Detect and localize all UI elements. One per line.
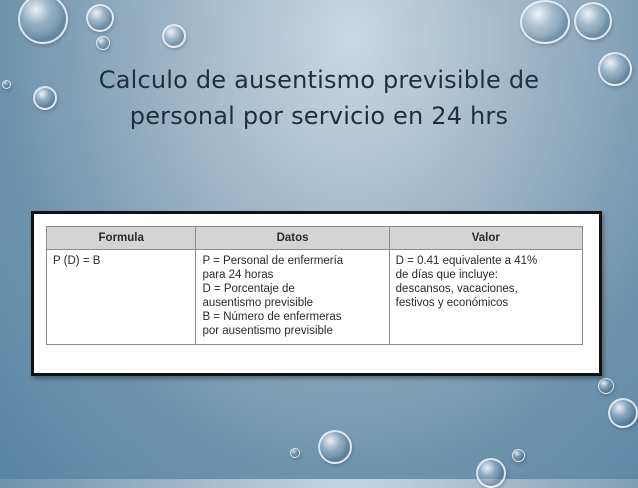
valor-line: descansos, vacaciones, — [395, 283, 518, 295]
datos-line: ausentismo previsible — [202, 297, 314, 309]
datos-cell — [196, 250, 389, 345]
column-header-valor: Valor — [389, 227, 582, 250]
formula-text: P (D) = B — [53, 255, 101, 267]
datos-line: B = Número de enfermeras — [202, 311, 342, 323]
datos-line: P = Personal de enfermería — [202, 255, 344, 267]
water-droplet-icon — [574, 2, 612, 40]
water-droplet-icon — [2, 80, 11, 89]
table-header-row — [47, 227, 583, 250]
valor-line: de días que incluye: — [395, 269, 498, 281]
water-droplet-icon — [96, 36, 110, 50]
slide-title-line-2: personal por servicio en 24 hrs — [129, 102, 509, 130]
table-row — [47, 250, 583, 345]
water-droplet-icon — [512, 449, 525, 462]
datos-line: por ausentismo previsible — [202, 325, 333, 337]
water-droplet-icon — [18, 0, 68, 44]
formula-table-frame — [31, 211, 602, 376]
water-droplet-icon — [476, 458, 506, 488]
water-droplet-icon — [33, 86, 57, 110]
water-droplet-icon — [162, 24, 186, 48]
datos-line: para 24 horas — [202, 269, 274, 281]
slide-title — [60, 62, 578, 134]
formula-table — [46, 226, 583, 345]
valor-line: D = 0.41 equivalente a 41% — [395, 255, 538, 267]
water-droplet-icon — [598, 378, 614, 394]
column-header-formula: Formula — [47, 227, 196, 250]
column-header-datos: Datos — [196, 227, 389, 250]
water-droplet-icon — [86, 4, 114, 32]
slide-title-line-1: Calculo de ausentismo previsible de — [98, 66, 540, 94]
water-droplet-icon — [520, 0, 570, 44]
formula-cell — [47, 250, 196, 345]
valor-line: festivos y económicos — [395, 297, 509, 309]
water-droplet-icon — [290, 448, 300, 458]
water-droplet-icon — [318, 430, 352, 464]
water-droplet-icon — [598, 52, 632, 86]
datos-line: D = Porcentaje de — [202, 283, 295, 295]
valor-cell — [389, 250, 582, 345]
water-droplet-icon — [608, 398, 638, 428]
